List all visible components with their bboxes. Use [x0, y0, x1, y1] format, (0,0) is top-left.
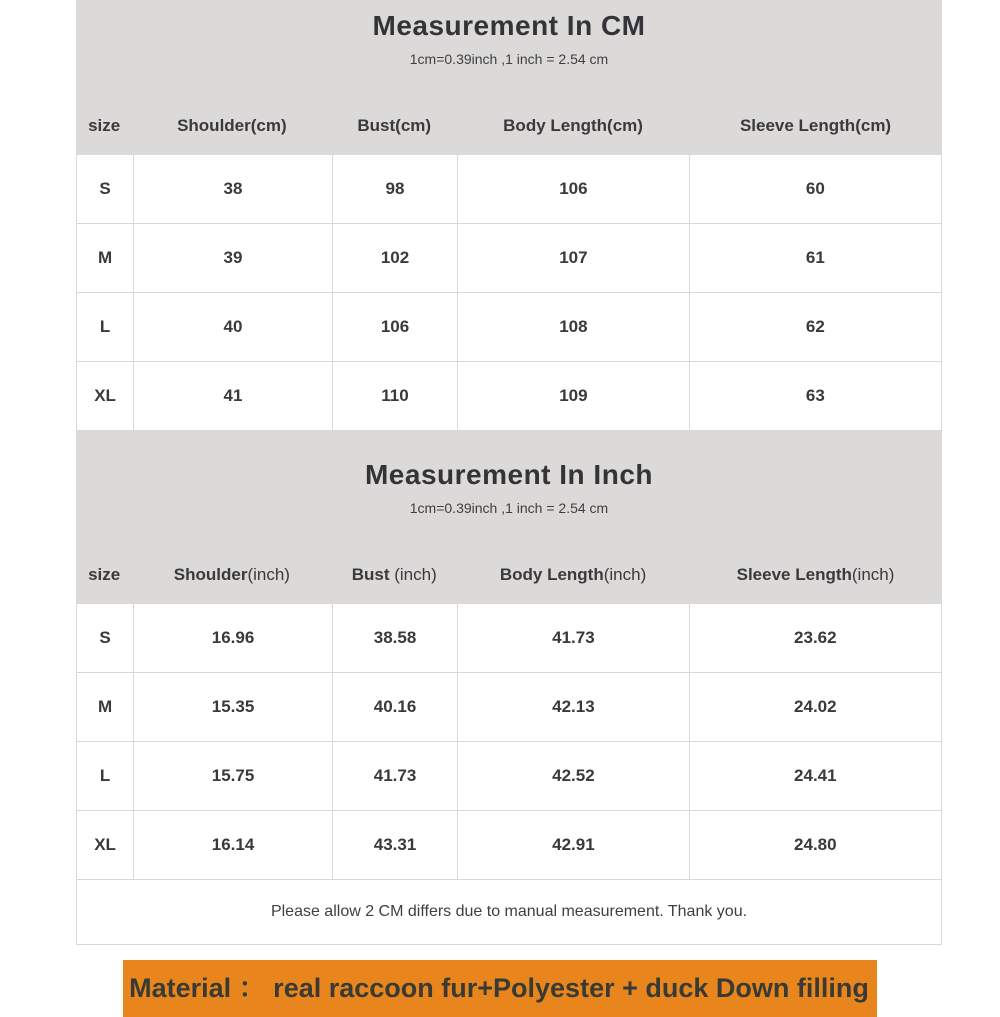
value-cell: 60	[689, 155, 941, 223]
material-highlight: Material ： real raccoon fur+Polyester + duck Down filling	[123, 960, 877, 1017]
value-cell: 42.52	[457, 742, 689, 810]
size-cell: S	[99, 179, 111, 198]
table-row	[77, 155, 941, 224]
table-row	[77, 224, 941, 293]
size-cell: M	[97, 248, 113, 267]
value-cell: 41.73	[332, 742, 457, 810]
value-cell: 24.02	[689, 673, 941, 741]
value-cell: 15.75	[133, 742, 332, 810]
value-cell: 41	[133, 362, 332, 430]
column-header-shoulder: Shoulder(inch)	[173, 565, 290, 584]
inch-conversion-note: 1cm=0.39inch ,1 inch = 2.54 cm	[409, 500, 609, 516]
cm-column-header-row	[76, 97, 942, 155]
value-cell: 42.91	[457, 811, 689, 879]
material-line	[0, 960, 1000, 1017]
value-cell: 15.35	[133, 673, 332, 741]
value-cell: 24.80	[689, 811, 941, 879]
measurement-tolerance-note: Please allow 2 CM differs due to manual measurement. Thank you.	[76, 880, 942, 945]
inch-table-header-block	[76, 431, 942, 604]
size-chart	[76, 0, 942, 945]
value-cell: 38.58	[332, 604, 457, 672]
size-cell: L	[99, 317, 111, 336]
value-cell: 102	[332, 224, 457, 292]
value-cell: 106	[332, 293, 457, 361]
value-cell: 41.73	[457, 604, 689, 672]
value-cell: 39	[133, 224, 332, 292]
table-row	[77, 293, 941, 362]
table-row	[77, 811, 941, 880]
value-cell: 109	[457, 362, 689, 430]
inch-table-body	[76, 604, 942, 880]
column-header-sleeve-length: Sleeve Length(cm)	[739, 116, 892, 135]
value-cell: 24.41	[689, 742, 941, 810]
value-cell: 107	[457, 224, 689, 292]
column-header-body-length: Body Length(inch)	[499, 565, 647, 584]
value-cell: 42.13	[457, 673, 689, 741]
value-cell: 63	[689, 362, 941, 430]
cm-measurement-section	[76, 0, 942, 431]
value-cell: 16.14	[133, 811, 332, 879]
cm-table-body	[76, 155, 942, 431]
column-header-body-length: Body Length(cm)	[503, 116, 643, 135]
cm-table-title: Measurement In CM	[372, 10, 646, 41]
table-row	[77, 604, 941, 673]
value-cell: 98	[332, 155, 457, 223]
size-cell: XL	[94, 835, 116, 854]
value-cell: 62	[689, 293, 941, 361]
size-cell: L	[99, 766, 111, 785]
column-header-shoulder: Shoulder(cm)	[177, 116, 287, 135]
value-cell: 23.62	[689, 604, 941, 672]
column-header-bust: Bust(cm)	[357, 116, 432, 135]
value-cell: 43.31	[332, 811, 457, 879]
cm-conversion-note: 1cm=0.39inch ,1 inch = 2.54 cm	[409, 51, 609, 67]
value-cell: 108	[457, 293, 689, 361]
table-row	[77, 742, 941, 811]
value-cell: 40	[133, 293, 332, 361]
inch-table-title: Measurement In Inch	[364, 459, 653, 490]
inch-measurement-section	[76, 431, 942, 880]
table-row	[77, 362, 941, 431]
inch-column-header-row	[76, 546, 942, 604]
table-row	[77, 673, 941, 742]
column-header-size: size	[88, 565, 121, 584]
size-cell: M	[97, 697, 113, 716]
value-cell: 61	[689, 224, 941, 292]
value-cell: 40.16	[332, 673, 457, 741]
value-cell: 106	[457, 155, 689, 223]
size-cell: S	[99, 628, 111, 647]
value-cell: 38	[133, 155, 332, 223]
size-cell: XL	[94, 386, 116, 405]
column-header-bust: Bust (inch)	[351, 565, 437, 584]
column-header-size: size	[88, 116, 121, 135]
value-cell: 110	[332, 362, 457, 430]
cm-table-header-block	[76, 0, 942, 155]
column-header-sleeve-length: Sleeve Length(inch)	[736, 565, 895, 584]
value-cell: 16.96	[133, 604, 332, 672]
